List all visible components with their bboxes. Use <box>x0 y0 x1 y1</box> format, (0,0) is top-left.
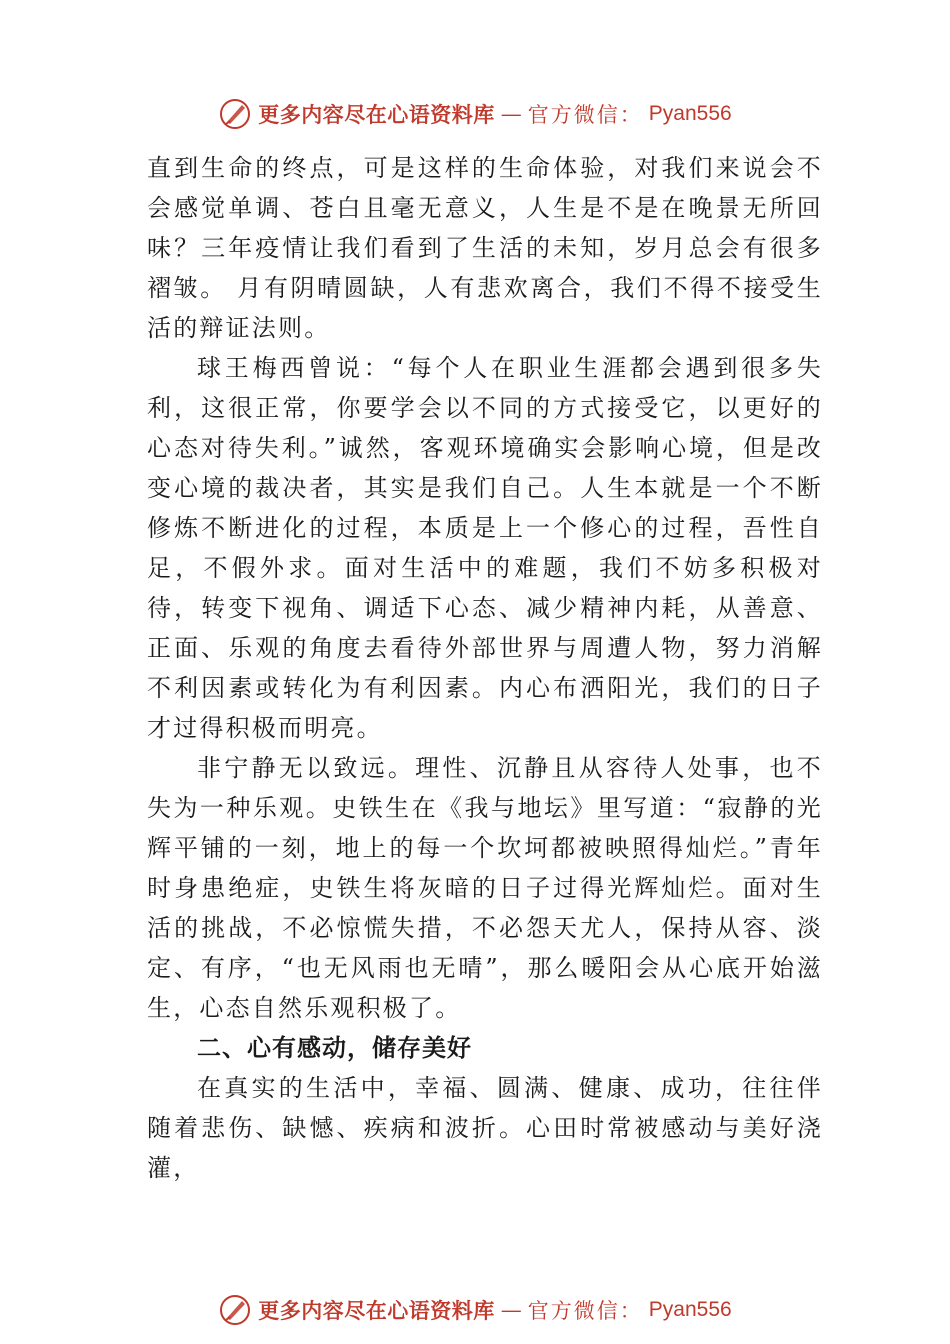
document-body <box>147 148 823 1188</box>
watermark-wechat-id: Pyan556 <box>648 102 732 125</box>
paragraph-messi: 球王梅西曾说：“每个人在职业生涯都会遇到很多失利，这很正常，你要学会以不同的方式接受它，以更好的心态对待失利。”诚然，客观环境确实会影响心境，但是改变心境的裁决者，其实是我们自己。人生本就是一个不断修炼不断进化的过程，本质是上一个修心的过程，吾性自足，不假外求。面对生活中的难题，我们不妨多积极对待，转变下视角、调适下心态、减少精神内耗，从善意、正面、乐观的角度去看待外部世界与周遭人物，努力消解不利因素或转化为有利因素。内心布洒阳光，我们的日子才过得积极而明亮。 <box>147 354 823 742</box>
watermark-label: 官方微信： <box>527 103 643 127</box>
watermark-wechat-id: Pyan556 <box>648 1298 732 1321</box>
section-heading: 二、心有感动，储存美好 <box>197 1034 472 1062</box>
quill-logo-icon <box>218 1293 252 1327</box>
quill-logo-icon <box>218 97 252 131</box>
footer-watermark <box>0 1290 950 1330</box>
paragraph-tranquility: 非宁静无以致远。理性、沉静且从容待人处事，也不失为一种乐观。史铁生在《我与地坛》里写道：“寂静的光辉平铺的一刻，地上的每一个坎坷都被映照得灿烂。”青年时身患绝症，史铁生将灰暗的日子过得光辉灿烂。面对生活的挑战，不必惊慌失措，不必怨天尤人，保持从容、淡定、有序，“也无风雨也无晴”，那么暖阳会从心底开始滋生，心态自然乐观积极了。 <box>147 754 823 1022</box>
paragraph-continuation: 直到生命的终点，可是这样的生命体验，对我们来说会不会感觉单调、苍白且毫无意义，人生是不是在晚景无所回味？三年疫情让我们看到了生活的未知，岁月总会有很多褶皱。 月有阴晴圆缺，人有悲欢离合，我们不得不接受生活的辩证法则。 <box>147 154 823 342</box>
watermark-separator: — <box>500 102 522 126</box>
watermark-separator: — <box>500 1298 522 1322</box>
watermark-label: 官方微信： <box>527 1299 643 1323</box>
watermark-site-text: 更多内容尽在心语资料库 <box>258 102 495 127</box>
paragraph-real-life: 在真实的生活中，幸福、圆满、健康、成功，往往伴随着悲伤、缺憾、疾病和波折。心田时常被感动与美好浇灌， <box>147 1074 823 1182</box>
header-watermark <box>0 94 950 134</box>
watermark-site-text: 更多内容尽在心语资料库 <box>258 1298 495 1323</box>
